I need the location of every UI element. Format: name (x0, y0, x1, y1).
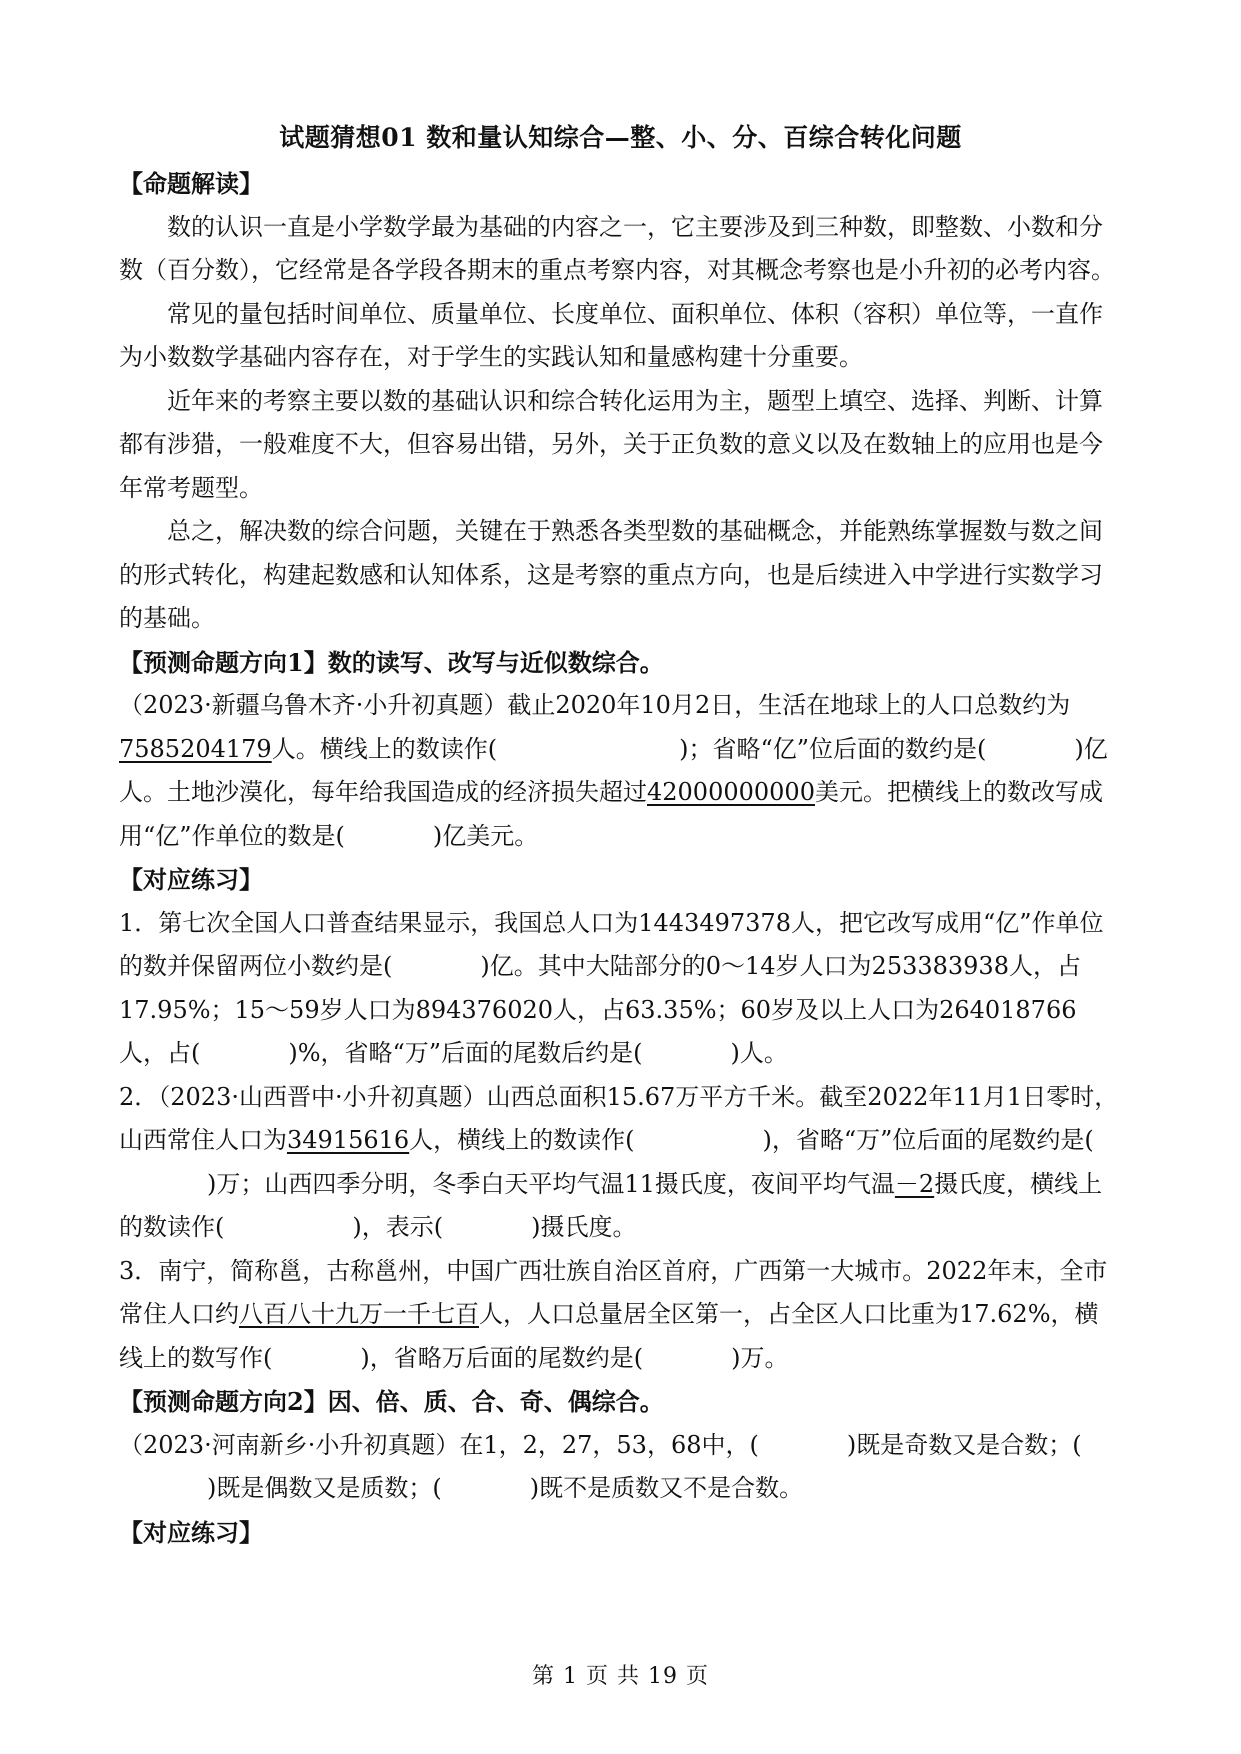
exercise-text: 人，横线上的数读作( (409, 1126, 635, 1154)
exercise-text: )，省略万后面的尾数约是( (360, 1343, 644, 1372)
document-body (119, 162, 1119, 1554)
paragraph-2: 常见的量包括时间单位、质量单位、长度单位、面积单位、体积（容积）单位等，一直作为小数数学基础内容存在，对于学生的实践认知和量感构建十分重要。 (119, 299, 1103, 371)
exercise-text: )万。 (731, 1343, 789, 1372)
exercise-text: 人，人口总量居全区第一，占全区人口比重为17.62%，横线上的数写作( (119, 1300, 1099, 1372)
question-text: )既不是质数又不是合数。 (529, 1474, 804, 1502)
exercise-1 (119, 902, 1119, 1076)
page-footer: 第 1 页 共 19 页 (532, 1664, 709, 1689)
exercise-text: )，表示( (352, 1213, 444, 1241)
question-text: （2023·河南新乡·小升初真题）在1，2，27，53，68中，( (119, 1430, 759, 1459)
practice-1-heading: 【对应练习】 (119, 865, 263, 894)
exercise-3 (119, 1250, 1119, 1381)
direction-1-question (119, 684, 1119, 858)
underlined-number: 42000000000 (647, 778, 815, 806)
direction-2-question (119, 1424, 1119, 1511)
exercise-text: )，省略“万”位后面的尾数约是( (762, 1126, 1094, 1154)
exercise-text: )%，省略“万”后面的尾数后约是( (288, 1039, 643, 1067)
exercise-text: 3．南宁，简称邕，古称邕州，中国广西壮族自治区首府，广西第一大城市。2022年末，全市常住人口约 (119, 1256, 1108, 1328)
underlined-number: 八百八十九万一千七百 (239, 1300, 479, 1328)
exercise-text: 1．第七次全国人口普查结果显示，我国总人口为1443497378人，把它改写成用“亿”作单位的数并保留两位小数约是( (119, 908, 1104, 980)
exercise-text: )人。 (730, 1039, 788, 1067)
paragraph-1: 数的认识一直是小学数学最为基础的内容之一，它主要涉及到三种数，即整数、小数和分数（百分数），它经常是各学段各期末的重点考察内容，对其概念考察也是小升初的必考内容。 (119, 212, 1115, 284)
question-text: （2023·新疆乌鲁木齐·小升初真题）截止2020年10月2日，生活在地球上的人口总数约为 (119, 691, 1071, 719)
exercise-text: 摄氏度，横线上的数读作( (119, 1169, 1103, 1241)
underlined-number: 7585204179 (119, 734, 272, 763)
question-text: )既是奇数又是合数；( (846, 1430, 1082, 1459)
exercise-text: )万；山西四季分明，冬季白天平均气温11摄氏度，夜间平均气温 (207, 1169, 895, 1198)
underlined-number: 34915616 (287, 1126, 410, 1154)
page-title: 试题猜想01 数和量认知综合—整、小、分、百综合转化问题 (279, 123, 962, 152)
direction-2-heading: 【预测命题方向2】因、倍、质、合、奇、偶综合。 (119, 1387, 664, 1416)
direction-1-heading: 【预测命题方向1】数的读写、改写与近似数综合。 (119, 647, 664, 677)
question-text: )亿美元。 (432, 821, 539, 850)
question-text: )既是偶数又是质数；( (207, 1474, 442, 1502)
question-text: )亿人。土地沙漠化，每年给我国造成的经济损失超过 (119, 734, 1108, 806)
question-text: 人。横线上的数读作( (271, 734, 498, 763)
paragraph-4: 总之，解决数的综合问题，关键在于熟悉各类型数的基础概念，并能熟练掌握数与数之间的形式转化，构建起数感和认知体系，这是考察的重点方向，也是后续进入中学进行实数学习的基础。 (119, 517, 1103, 632)
question-text: 美元。把横线上的数改写成用“亿”作单位的数是( (119, 778, 1103, 850)
exercise-text: )亿。其中大陆部分的0～14岁人口为253383938人，占17.95%；15～59岁人口为894376020人，占63.35%；60岁及以上人口为264018766人，占( (119, 952, 1081, 1067)
underlined-number: －2 (894, 1169, 935, 1198)
question-text: )；省略“亿”位后面的数约是( (679, 734, 987, 763)
exercise-2 (119, 1076, 1119, 1250)
practice-2-heading: 【对应练习】 (119, 1517, 263, 1547)
exercise-text: )摄氏度。 (531, 1213, 637, 1241)
section-heading-interpretation: 【命题解读】 (119, 169, 263, 198)
exercise-text: 2．（2023·山西晋中·小升初真题）山西总面积15.67万平方千米。截至2022年11月1日零时，山西常住人口为 (119, 1082, 1119, 1154)
paragraph-3: 近年来的考察主要以数的基础认识和综合转化运用为主，题型上填空、选择、判断、计算都有涉猎，一般难度不大，但容易出错，另外，关于正负数的意义以及在数轴上的应用也是今年常考题型。 (119, 386, 1103, 502)
